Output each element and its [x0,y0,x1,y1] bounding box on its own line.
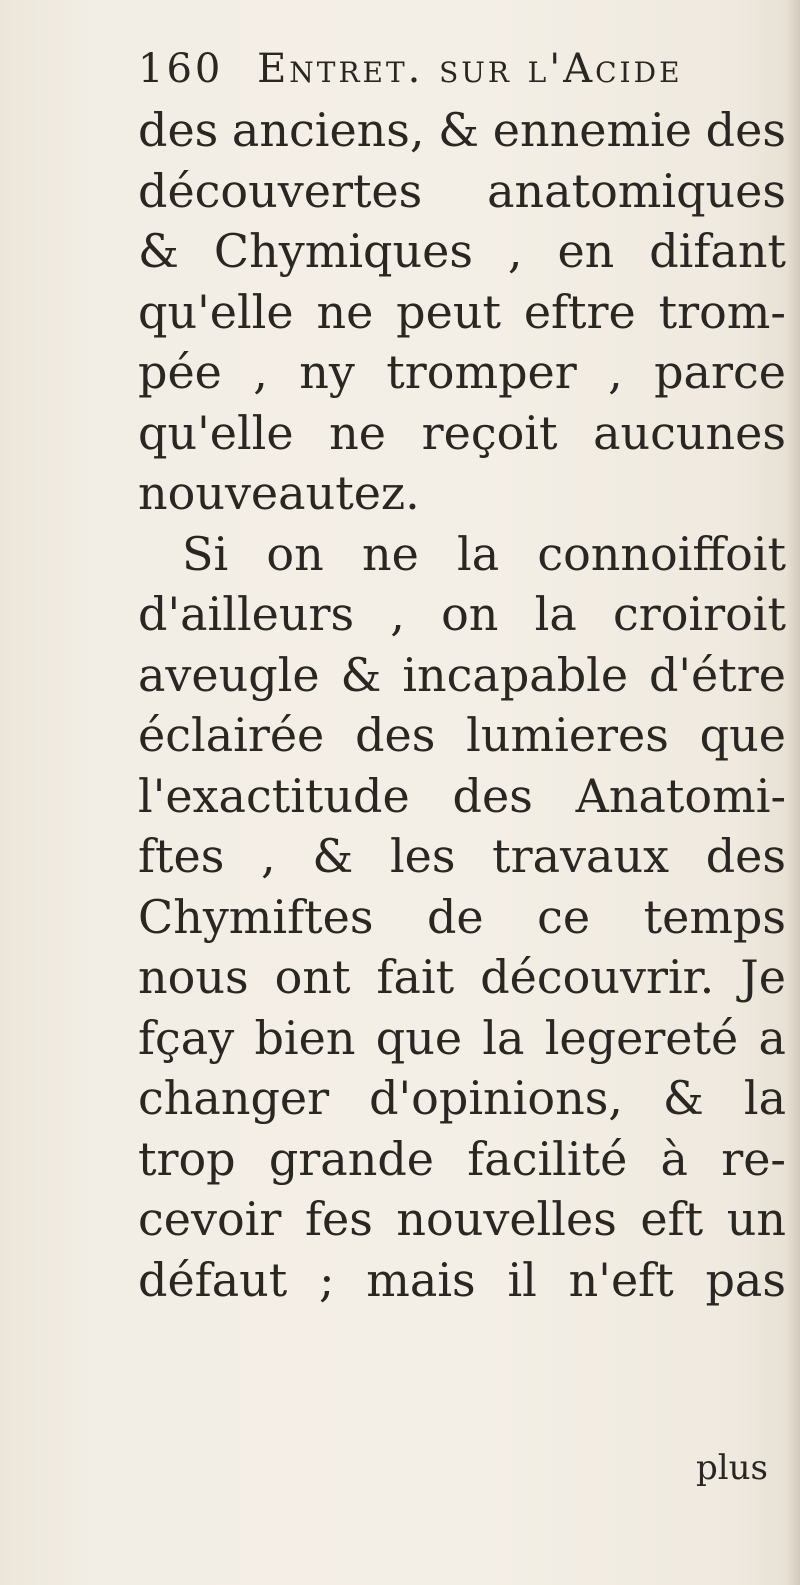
word: aucunes [593,405,786,460]
text-line [138,1008,786,1069]
text-line [138,705,786,766]
word: pée [138,345,222,399]
text-line [138,161,786,222]
word: changer [138,1071,330,1125]
text-line [138,1068,786,1129]
word: parce [654,345,786,399]
word: il [507,1252,537,1307]
word: croiroit [612,587,786,641]
word: & [438,103,480,157]
word: des [452,768,533,823]
text-line [138,887,786,948]
word: que [375,1010,463,1065]
word: la [456,526,500,581]
word: , [253,345,268,399]
word: fes [304,1192,373,1246]
running-title: Entret. sur l'Acide [257,46,683,92]
word: , [390,587,405,641]
word: ne [329,405,387,460]
text-line [138,463,786,524]
word: lumieres [466,708,669,762]
word: en [557,224,615,278]
text-line [138,100,786,161]
word: à [660,1131,688,1186]
word: bien [254,1010,356,1065]
text-line [138,947,786,1008]
word: & [312,829,354,883]
word: d'opinions, [369,1071,623,1125]
word: facilité [467,1131,628,1186]
word: difant [649,224,786,278]
word: , [507,224,523,278]
word: trom- [658,284,786,339]
word: & [340,647,382,702]
word: nouvelles [396,1192,617,1246]
word: des [138,103,219,157]
catchword: plus [696,1448,768,1488]
text-line [138,342,786,403]
word: la [743,1071,786,1125]
word: legereté [544,1010,739,1065]
word: Anatomi- [575,768,786,823]
text-line [138,766,786,827]
word: grande [268,1131,435,1186]
word: d'étre [648,647,786,702]
word: ce [537,889,591,944]
word: des [705,103,786,157]
word: aveugle [138,647,320,702]
word: défaut [138,1252,288,1307]
word: temps [643,889,786,944]
text-line [138,1189,786,1250]
word: ftes [138,829,225,883]
word: des [705,829,786,883]
word: qu'elle [138,284,294,339]
word: ont [274,950,351,1004]
text-line [138,645,786,706]
text-line [138,403,786,464]
body-text [138,100,786,1310]
word: travaux [492,829,670,883]
page-edge-shadow [786,0,800,1585]
word: re- [721,1131,786,1186]
word: cevoir [138,1192,282,1246]
text-line [138,524,786,585]
text-line [138,221,786,282]
word: les [389,829,456,883]
word: la [482,1010,525,1065]
word: fait [376,950,455,1004]
word: que [699,708,786,762]
word: & [138,224,179,278]
word: Chymiques [213,224,473,278]
text-line [138,1250,786,1311]
word: anciens, [231,103,425,157]
word: Je [740,950,786,1004]
word: un [726,1192,786,1246]
word: la [534,587,577,641]
word: d'ailleurs [138,587,355,641]
word: découvertes [138,163,423,218]
word: anatomiques [487,163,786,218]
word: l'exactitude [138,768,410,823]
text-line [138,826,786,887]
word: & [662,1071,704,1125]
word: éclairée [138,708,325,762]
word: des [355,708,436,762]
word: Chymiftes [138,889,374,944]
word: mais [366,1252,476,1307]
word: on [266,526,324,581]
text-line [138,584,786,645]
text-line [138,282,786,343]
word: ne [361,526,419,581]
word: de [426,889,484,944]
word: nous [138,950,249,1004]
word: ; [319,1252,335,1307]
word: reçoit [421,405,558,460]
word: fçay [138,1010,235,1065]
word: découvrir. [480,950,715,1004]
word: eft [640,1192,704,1246]
word: nouveautez. [138,466,420,520]
word: peut [396,284,501,339]
word: qu'elle [138,405,294,460]
word: tromper [386,345,577,399]
word: on [441,587,499,641]
word: n'eft [568,1252,674,1307]
word: ny [299,345,355,399]
word: pas [705,1252,786,1307]
word: incapable [402,647,629,702]
word: connoiffoit [537,526,786,581]
page-number: 160 [138,46,224,92]
word: , [608,345,623,399]
word: trop [138,1131,236,1186]
word: eftre [523,284,636,339]
page-header [138,44,778,94]
word: ennemie [492,103,693,157]
word: a [758,1010,786,1065]
text-line [138,1129,786,1190]
word: , [261,829,276,883]
word: Si [182,526,229,581]
word: ne [316,284,374,339]
